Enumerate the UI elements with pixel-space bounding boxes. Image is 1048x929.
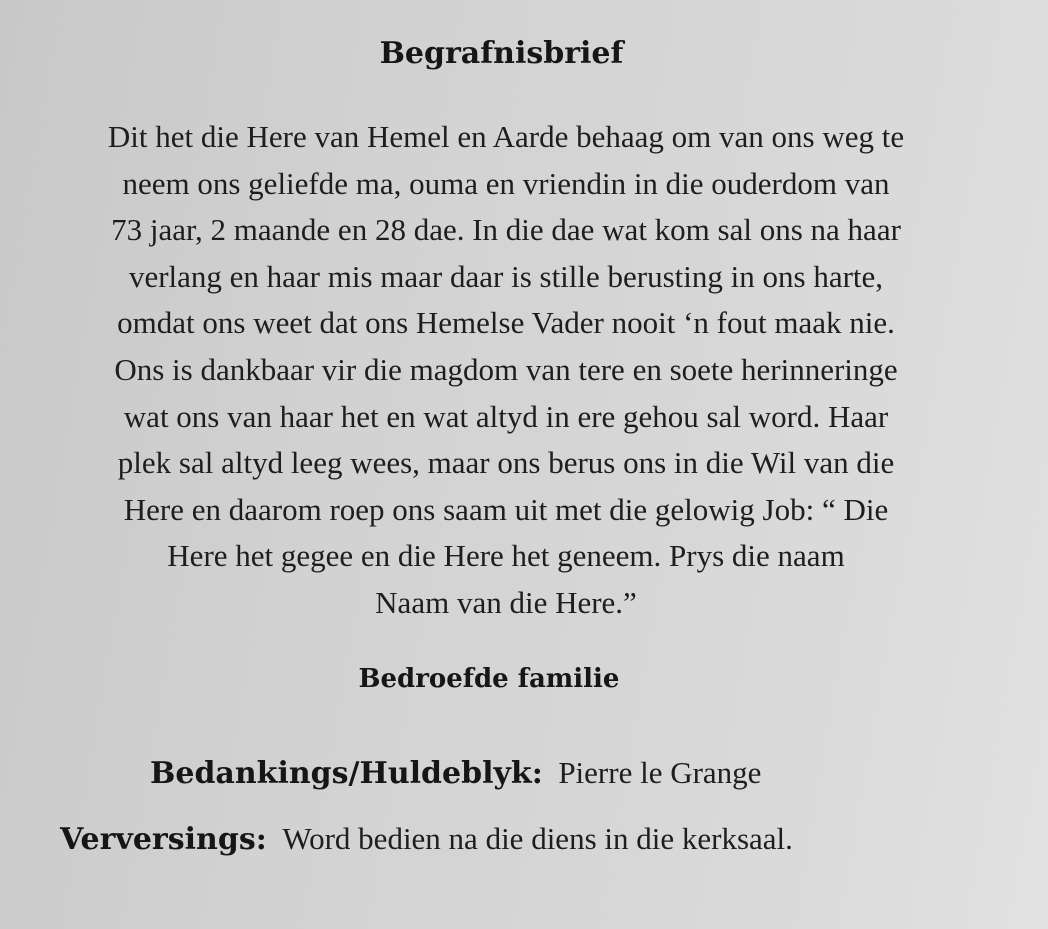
letter-body: [0, 114, 1012, 627]
body-line: verlang en haar mis maar daar is stille berusting in ons harte,: [128, 258, 884, 294]
body-line: neem ons geliefde ma, ouma en vriendin in die ouderdom van: [122, 165, 890, 201]
body-line: omdat ons weet dat ons Hemelse Vader nooit ‘n fout maak nie.: [117, 305, 895, 341]
body-line: Naam van die Here.”: [375, 584, 637, 620]
body-line: Here en daarom roep ons saam uit met die gelowig Job: “ Die: [123, 491, 889, 527]
body-line: plek sal altyd leeg wees, maar ons berus ons in die Wil van die: [117, 445, 895, 481]
document-title: Begrafnisbrief: [379, 36, 624, 71]
body-line: Ons is dankbaar vir die magdom van tere en soete herinneringe: [114, 351, 898, 387]
refreshments-label: Verversings:: [60, 822, 278, 857]
thanks-value: Pierre le Grange: [558, 755, 762, 790]
thanks-row: [150, 755, 761, 791]
refreshments-value: Word bedien na die diens in die kerksaal.: [282, 821, 793, 856]
thanks-label: Bedankings/Huldeblyk:: [150, 756, 554, 791]
body-line: Here het gegee en die Here het geneem. Prys die naam: [167, 538, 845, 574]
body-line: 73 jaar, 2 maande en 28 dae. In die dae wat kom sal ons na haar: [111, 212, 901, 248]
signature-line: Bedroefde familie: [358, 664, 620, 694]
body-line: wat ons van haar het en wat altyd in ere gehou sal word. Haar: [123, 398, 889, 434]
body-line: Dit het die Here van Hemel en Aarde behaag om van ons weg te: [107, 119, 905, 154]
refreshments-row: [60, 821, 793, 857]
